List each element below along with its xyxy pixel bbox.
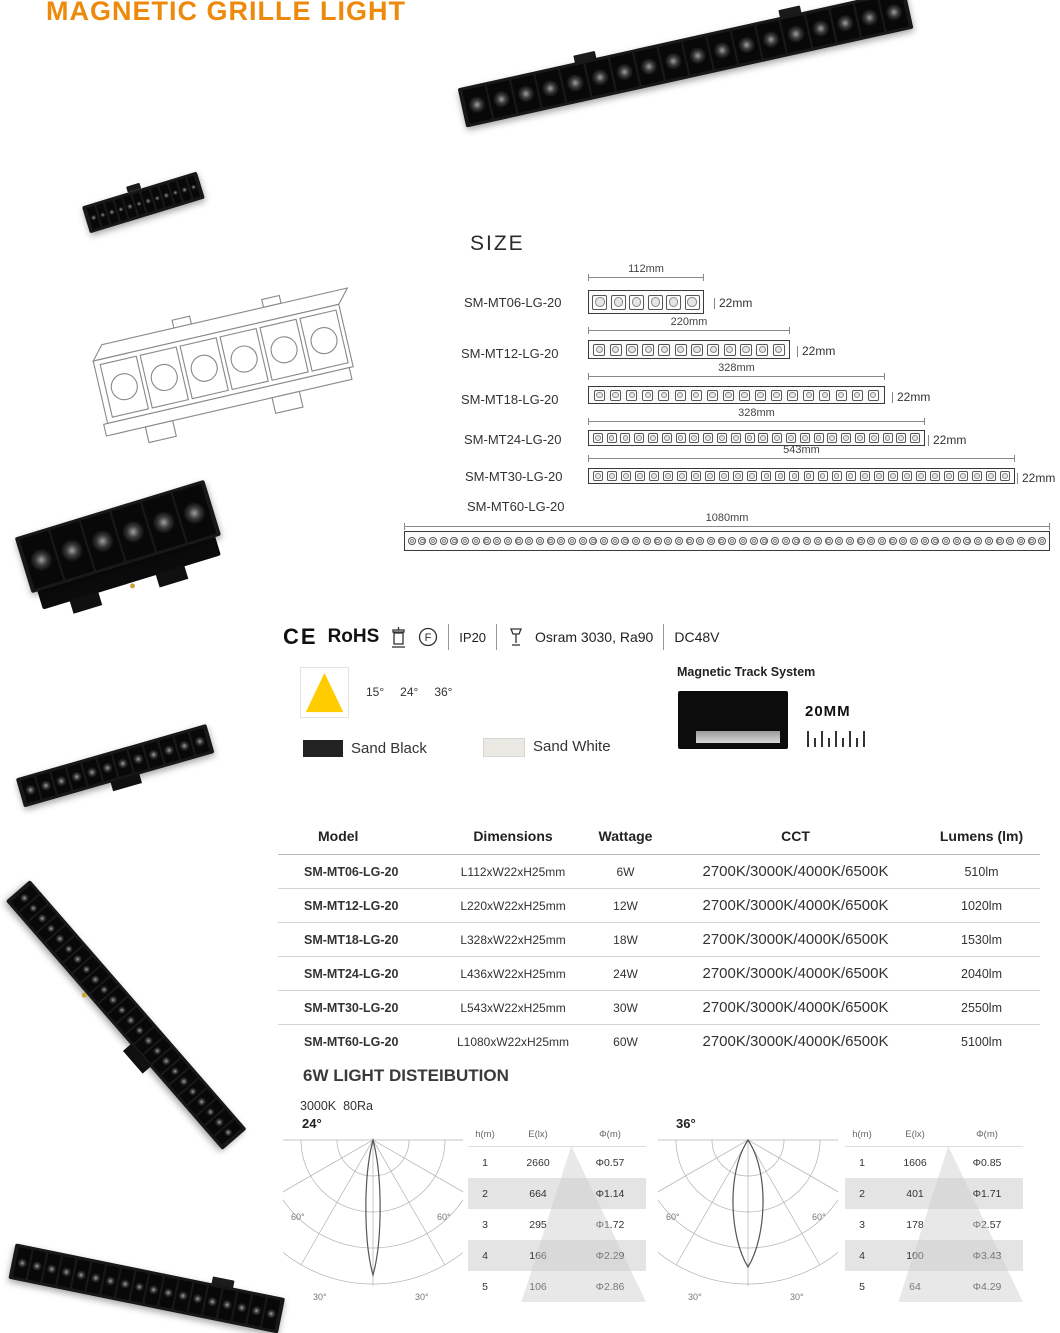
polar-chart-24 bbox=[283, 1128, 463, 1313]
distribution-row: 5 64 Φ4.29 bbox=[859, 1280, 1002, 1293]
spec-table-row: SM-MT60-LG-20 L1080xW22xH25mm 60W 2700K/3000K/4000K/6500K 5100lm bbox=[278, 1025, 1040, 1059]
distribution-row: 1 1606 Φ0.85 bbox=[859, 1156, 1002, 1169]
rohs-mark: RoHS bbox=[327, 626, 380, 647]
height-label: 22mm bbox=[797, 344, 835, 358]
height-label: 22mm bbox=[928, 433, 966, 447]
dimension-line bbox=[588, 330, 790, 331]
polar-label: 60° bbox=[437, 1212, 451, 1222]
ip-rating: IP20 bbox=[459, 629, 487, 645]
distribution-row: 1 2660 Φ0.57 bbox=[482, 1156, 625, 1169]
column-header: Dimensions bbox=[443, 818, 583, 855]
divider bbox=[496, 624, 497, 650]
chart-beam-label: 24° bbox=[302, 1116, 322, 1131]
size-model: SM-MT18-LG-20 bbox=[461, 392, 559, 407]
chip-spec: Osram 3030, Ra90 bbox=[535, 629, 654, 645]
track-system-title: Magnetic Track System bbox=[677, 665, 816, 679]
product-photo-bottom bbox=[8, 1243, 285, 1333]
dimension-line bbox=[588, 277, 704, 278]
product-drawing bbox=[68, 280, 383, 490]
dimension-line bbox=[588, 376, 885, 377]
distribution-row: 2 664 Φ1.14 bbox=[468, 1178, 646, 1209]
sand-white-swatch bbox=[483, 738, 525, 757]
beam-angle-value: 15° bbox=[366, 685, 385, 699]
polar-label: 30° bbox=[313, 1292, 327, 1302]
size-strip bbox=[404, 531, 1050, 551]
size-strip bbox=[588, 290, 704, 314]
length-label: 112mm bbox=[628, 263, 664, 275]
led-chip-icon bbox=[507, 626, 525, 648]
track-image bbox=[678, 691, 788, 749]
height-label: 22mm bbox=[714, 296, 752, 310]
sand-black-swatch bbox=[303, 740, 343, 757]
spec-table bbox=[278, 818, 1040, 1058]
distribution-subheading: 3000K 80Ra bbox=[300, 1099, 373, 1113]
length-dimension bbox=[404, 512, 1050, 527]
dimension-line bbox=[588, 458, 1015, 459]
product-photo-front bbox=[15, 480, 227, 612]
polar-label: 30° bbox=[415, 1292, 429, 1302]
spec-table-row: SM-MT06-LG-20 L112xW22xH25mm 6W 2700K/3000K/4000K/6500K 510lm bbox=[304, 863, 999, 880]
size-model: SM-MT12-LG-20 bbox=[461, 346, 559, 361]
spec-table-row: SM-MT18-LG-20 L328xW22xH25mm 18W 2700K/3000K/4000K/6500K 1530lm bbox=[278, 923, 1040, 957]
size-heading: SIZE bbox=[470, 232, 525, 255]
beam-angle-icon bbox=[300, 667, 349, 718]
product-photo-thin bbox=[16, 724, 215, 807]
size-strip bbox=[588, 468, 1015, 484]
size-strip bbox=[588, 340, 790, 359]
polar-label: 30° bbox=[688, 1292, 702, 1302]
f-mark-icon bbox=[418, 626, 438, 648]
height-label: 22mm bbox=[1017, 471, 1055, 485]
distribution-heading: 6W LIGHT DISTEIBUTION bbox=[303, 1066, 509, 1085]
polar-label: 60° bbox=[291, 1212, 305, 1222]
voltage: DC48V bbox=[674, 629, 720, 645]
spec-table-row: SM-MT12-LG-20 L220xW22xH25mm 12W 2700K/3000K/4000K/6500K 1020lm bbox=[278, 889, 1040, 923]
column-header: CCT bbox=[668, 818, 923, 855]
column-header: Wattage bbox=[583, 818, 668, 855]
length-label: 543mm bbox=[783, 444, 820, 456]
finish-label: Sand Black bbox=[351, 740, 427, 757]
polar-label: 60° bbox=[812, 1212, 826, 1222]
column-header: Model bbox=[278, 818, 443, 855]
certification-row bbox=[283, 618, 719, 656]
height-label: 22mm bbox=[892, 390, 930, 404]
polar-chart-36 bbox=[658, 1128, 838, 1313]
length-dimension bbox=[588, 362, 885, 377]
dimension-line bbox=[588, 421, 925, 422]
size-model: SM-MT24-LG-20 bbox=[464, 432, 562, 447]
spec-table-row: SM-MT24-LG-20 L436xW22xH25mm 24W 2700K/3000K/4000K/6500K 2040lm bbox=[278, 957, 1040, 991]
distribution-row: 3 178 Φ2.57 bbox=[859, 1218, 1002, 1231]
length-label: 328mm bbox=[718, 362, 755, 374]
spec-table-header bbox=[278, 818, 1040, 855]
dimension-line bbox=[404, 526, 1050, 527]
chart-beam-label: 36° bbox=[676, 1116, 696, 1131]
distribution-row: 4 166 Φ2.29 bbox=[468, 1240, 646, 1271]
size-model: SM-MT60-LG-20 bbox=[467, 499, 565, 514]
length-label: 328mm bbox=[738, 407, 775, 419]
beam-angle-value: 36° bbox=[434, 685, 453, 699]
length-dimension bbox=[588, 444, 1015, 459]
spec-table-row: SM-MT30-LG-20 L543xW22xH25mm 30W 2700K/3000K/4000K/6500K 2550lm bbox=[278, 991, 1040, 1025]
distribution-table-header: h(m) E(lx) Φ(m) bbox=[845, 1122, 1023, 1147]
product-photo-diagonal bbox=[6, 880, 247, 1150]
distribution-row: 2 401 Φ1.71 bbox=[845, 1178, 1023, 1209]
beam-angle-value: 24° bbox=[400, 685, 419, 699]
column-header: Lumens (lm) bbox=[923, 818, 1040, 855]
distribution-table-24 bbox=[468, 1122, 646, 1302]
svg-text:F: F bbox=[424, 632, 432, 644]
contact-dot bbox=[129, 583, 135, 589]
polar-label: 60° bbox=[666, 1212, 680, 1222]
weee-bin-icon bbox=[389, 626, 408, 649]
track-size-label: 20MM bbox=[805, 703, 851, 720]
length-label: 220mm bbox=[670, 316, 708, 328]
finish-label: Sand White bbox=[533, 738, 611, 755]
length-label: 1080mm bbox=[705, 512, 749, 524]
ruler-ticks bbox=[807, 730, 865, 747]
distribution-row: 4 100 Φ3.43 bbox=[845, 1240, 1023, 1271]
length-dimension bbox=[588, 263, 704, 278]
spec-table-body bbox=[278, 855, 1040, 1059]
distribution-row: 5 106 Φ2.86 bbox=[482, 1280, 625, 1293]
size-model: SM-MT30-LG-20 bbox=[465, 469, 563, 484]
divider bbox=[448, 624, 449, 650]
size-strip bbox=[588, 386, 885, 404]
divider bbox=[663, 624, 664, 650]
beam-triangle bbox=[305, 672, 344, 713]
page-title: MAGNETIC GRILLE LIGHT bbox=[46, 0, 406, 26]
distribution-row: 3 295 Φ1.72 bbox=[482, 1218, 625, 1231]
distribution-table-header: h(m) E(lx) Φ(m) bbox=[468, 1122, 646, 1147]
product-photo-top bbox=[458, 0, 914, 128]
product-photo-small bbox=[82, 172, 205, 234]
size-model: SM-MT06-LG-20 bbox=[464, 295, 562, 310]
length-dimension bbox=[588, 316, 790, 331]
distribution-table-36 bbox=[845, 1122, 1023, 1302]
ce-mark: CE bbox=[283, 624, 318, 649]
beam-angles bbox=[366, 685, 452, 699]
length-dimension bbox=[588, 407, 925, 422]
polar-label: 30° bbox=[790, 1292, 804, 1302]
